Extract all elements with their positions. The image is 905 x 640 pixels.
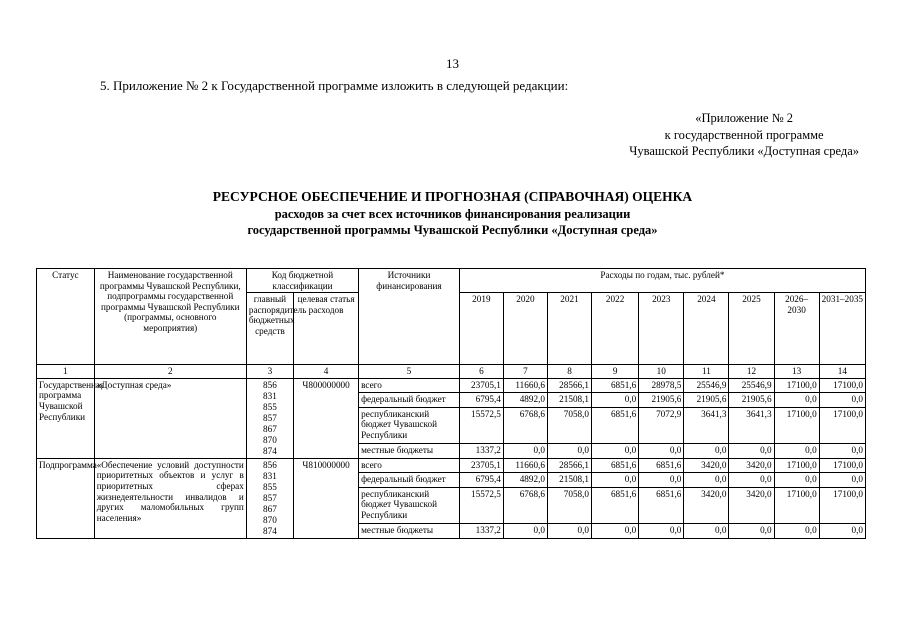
expense-value-cell: 0,0 <box>503 444 547 458</box>
expense-value-cell: 17100,0 <box>819 487 865 524</box>
column-number: 8 <box>547 365 591 379</box>
expense-value-cell: 3420,0 <box>684 487 729 524</box>
expense-value-cell: 0,0 <box>819 444 865 458</box>
expense-value-cell: 0,0 <box>639 524 684 538</box>
expense-value-cell: 0,0 <box>547 444 591 458</box>
expense-value-cell: 3420,0 <box>729 487 774 524</box>
expense-value-cell: 0,0 <box>729 524 774 538</box>
expense-value-cell: 0,0 <box>774 444 819 458</box>
appendix-line: к государственной программе <box>664 127 824 142</box>
expense-value-cell: 3420,0 <box>729 458 774 472</box>
funding-source-cell: федеральный бюджет <box>359 393 460 407</box>
expense-value-cell: 21508,1 <box>547 473 591 487</box>
header-sources: Источники финансирования <box>359 269 460 365</box>
expense-value-cell: 28978,5 <box>639 378 684 392</box>
table-row <box>37 458 866 472</box>
program-name-cell: «Доступная среда» <box>94 378 246 458</box>
funding-source-cell: местные бюджеты <box>359 444 460 458</box>
status-cell: Государственная программа Чувашской Республики <box>37 378 95 458</box>
expense-value-cell: 28566,1 <box>547 458 591 472</box>
funding-source-cell: республиканский бюджет Чувашской Республики <box>359 487 460 524</box>
expense-value-cell: 0,0 <box>684 524 729 538</box>
header-year: 2031–2035 <box>819 293 865 365</box>
expense-value-cell: 0,0 <box>684 473 729 487</box>
expense-value-cell: 6795,4 <box>459 473 503 487</box>
expense-value-cell: 3641,3 <box>729 407 774 444</box>
expense-value-cell: 28566,1 <box>547 378 591 392</box>
expense-value-cell: 0,0 <box>592 524 639 538</box>
expense-value-cell: 25546,9 <box>729 378 774 392</box>
expense-value-cell: 1337,2 <box>459 524 503 538</box>
header-year: 2020 <box>503 293 547 365</box>
funding-source-cell: всего <box>359 458 460 472</box>
chief-manager-codes-cell <box>246 458 293 538</box>
expense-value-cell: 0,0 <box>592 473 639 487</box>
table-row <box>37 378 866 392</box>
target-article-cell: Ч800000000 <box>294 378 359 458</box>
header-status: Статус <box>37 269 95 365</box>
header-year: 2025 <box>729 293 774 365</box>
expense-value-cell: 4892,0 <box>503 393 547 407</box>
expense-value-cell: 0,0 <box>503 524 547 538</box>
title-line-2: расходов за счет всех источников финансирования реализации <box>274 206 631 221</box>
expense-value-cell: 0,0 <box>547 524 591 538</box>
funding-source-cell: федеральный бюджет <box>359 473 460 487</box>
chief-manager-codes-cell <box>246 378 293 458</box>
expense-value-cell: 21905,6 <box>639 393 684 407</box>
header-year: 2024 <box>684 293 729 365</box>
chief-manager-code: 831 <box>263 390 277 401</box>
expense-value-cell: 17100,0 <box>774 487 819 524</box>
resource-table <box>36 268 866 539</box>
expense-value-cell: 7072,9 <box>639 407 684 444</box>
column-number-row <box>37 365 866 379</box>
expense-value-cell: 21905,6 <box>729 393 774 407</box>
expense-value-cell: 0,0 <box>774 393 819 407</box>
expense-value-cell: 0,0 <box>592 393 639 407</box>
expense-value-cell: 15572,5 <box>459 487 503 524</box>
expense-value-cell: 0,0 <box>819 473 865 487</box>
chief-manager-code: 857 <box>263 412 277 423</box>
column-number: 12 <box>729 365 774 379</box>
column-number: 3 <box>246 365 293 379</box>
header-year: 2021 <box>547 293 591 365</box>
expense-value-cell: 0,0 <box>819 524 865 538</box>
chief-manager-code: 874 <box>263 445 277 456</box>
expense-value-cell: 6768,6 <box>503 487 547 524</box>
column-number: 7 <box>503 365 547 379</box>
header-budget-code: Код бюджетной классификации <box>246 269 358 293</box>
appendix-line: «Приложение № 2 <box>695 111 794 125</box>
expense-value-cell: 6851,6 <box>592 458 639 472</box>
expense-value-cell: 21905,6 <box>684 393 729 407</box>
expense-value-cell: 6768,6 <box>503 407 547 444</box>
target-article-cell: Ч810000000 <box>294 458 359 538</box>
funding-source-cell: всего <box>359 378 460 392</box>
column-number: 9 <box>592 365 639 379</box>
expense-value-cell: 0,0 <box>774 524 819 538</box>
expense-value-cell: 4892,0 <box>503 473 547 487</box>
header-expenses: Расходы по годам, тыс. рублей* <box>459 269 865 293</box>
header-target-article: целевая статья расходов <box>294 293 359 365</box>
chief-manager-code: 855 <box>263 401 277 412</box>
expense-value-cell: 6851,6 <box>592 407 639 444</box>
chief-manager-code: 855 <box>263 481 277 492</box>
expense-value-cell: 1337,2 <box>459 444 503 458</box>
header-year: 2019 <box>459 293 503 365</box>
expense-value-cell: 0,0 <box>592 444 639 458</box>
chief-manager-code: 856 <box>263 379 277 390</box>
column-number: 5 <box>359 365 460 379</box>
header-row <box>37 269 866 293</box>
expense-value-cell: 21508,1 <box>547 393 591 407</box>
expense-value-cell: 15572,5 <box>459 407 503 444</box>
title-line-1: РЕСУРСНОЕ ОБЕСПЕЧЕНИЕ И ПРОГНОЗНАЯ (СПРАВОЧНАЯ) ОЦЕНКА <box>212 189 693 204</box>
chief-manager-code: 856 <box>263 459 277 470</box>
expense-value-cell: 0,0 <box>819 393 865 407</box>
chief-manager-code: 831 <box>263 470 277 481</box>
funding-source-cell: республиканский бюджет Чувашской Республики <box>359 407 460 444</box>
expense-value-cell: 11660,6 <box>503 378 547 392</box>
chief-manager-code: 867 <box>263 503 277 514</box>
expense-value-cell: 17100,0 <box>774 407 819 444</box>
expense-value-cell: 7058,0 <box>547 407 591 444</box>
header-year: 2026–2030 <box>774 293 819 365</box>
column-number: 1 <box>37 365 95 379</box>
expense-value-cell: 17100,0 <box>819 458 865 472</box>
expense-value-cell: 0,0 <box>684 444 729 458</box>
header-chief-manager: главный распорядитель бюджетных средств <box>246 293 293 365</box>
expense-value-cell: 6795,4 <box>459 393 503 407</box>
column-number: 6 <box>459 365 503 379</box>
chief-manager-code: 867 <box>263 423 277 434</box>
expense-value-cell: 0,0 <box>729 444 774 458</box>
expense-value-cell: 17100,0 <box>819 407 865 444</box>
appendix-caption <box>629 110 859 160</box>
header-year: 2023 <box>639 293 684 365</box>
column-number: 2 <box>94 365 246 379</box>
expense-value-cell: 6851,6 <box>639 487 684 524</box>
expense-value-cell: 0,0 <box>639 444 684 458</box>
expense-value-cell: 3641,3 <box>684 407 729 444</box>
chief-manager-code: 870 <box>263 434 277 445</box>
expense-value-cell: 0,0 <box>729 473 774 487</box>
funding-source-cell: местные бюджеты <box>359 524 460 538</box>
expense-value-cell: 6851,6 <box>592 378 639 392</box>
column-number: 11 <box>684 365 729 379</box>
header-year: 2022 <box>592 293 639 365</box>
column-number: 13 <box>774 365 819 379</box>
column-number: 10 <box>639 365 684 379</box>
column-number: 14 <box>819 365 865 379</box>
title-line-3: государственной программы Чувашской Республики «Доступная среда» <box>247 223 658 237</box>
page-number: 13 <box>446 56 459 71</box>
status-cell: Подпрограмма <box>37 458 95 538</box>
appendix-line: Чувашской Республики «Доступная среда» <box>629 144 859 158</box>
chief-manager-code: 857 <box>263 492 277 503</box>
intro-paragraph: 5. Приложение № 2 к Государственной программе изложить в следующей редакции: <box>100 78 569 93</box>
expense-value-cell: 23705,1 <box>459 458 503 472</box>
expense-value-cell: 7058,0 <box>547 487 591 524</box>
chief-manager-code: 874 <box>263 525 277 536</box>
expense-value-cell: 11660,6 <box>503 458 547 472</box>
expense-value-cell: 6851,6 <box>639 458 684 472</box>
header-name: Наименование государственной программы Чувашской Республики, подпрограммы государственной программы Чувашской Республики (программы, основного мероприятия) <box>94 269 246 365</box>
expense-value-cell: 17100,0 <box>819 378 865 392</box>
chief-manager-code: 870 <box>263 514 277 525</box>
expense-value-cell: 0,0 <box>639 473 684 487</box>
expense-value-cell: 6851,6 <box>592 487 639 524</box>
expense-value-cell: 0,0 <box>774 473 819 487</box>
expense-value-cell: 17100,0 <box>774 378 819 392</box>
expense-value-cell: 25546,9 <box>684 378 729 392</box>
expense-value-cell: 3420,0 <box>684 458 729 472</box>
column-number: 4 <box>294 365 359 379</box>
document-title <box>0 189 905 239</box>
program-name-cell: «Обеспечение условий доступности приоритетных объектов и услуг в приоритетных сферах жизнедеятельности инвалидов и других маломобильных групп населения» <box>94 458 246 538</box>
expense-value-cell: 17100,0 <box>774 458 819 472</box>
expense-value-cell: 23705,1 <box>459 378 503 392</box>
